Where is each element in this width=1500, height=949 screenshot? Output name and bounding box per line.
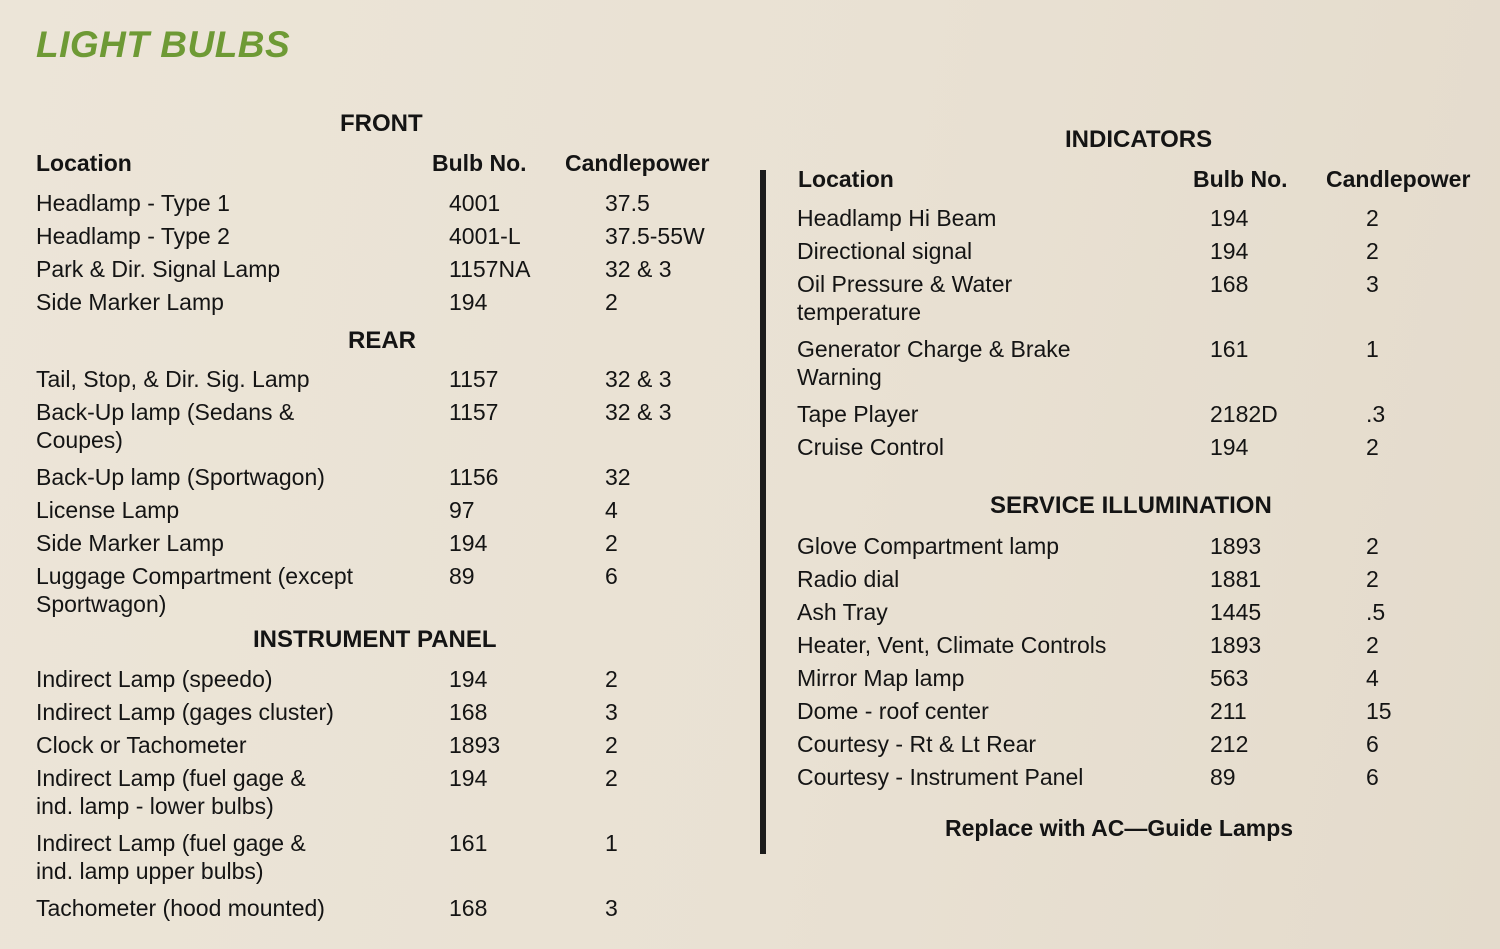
location-cell: Heater, Vent, Climate Controls: [797, 632, 1107, 658]
table-row: [797, 270, 1500, 326]
front-heading: FRONT: [340, 110, 423, 137]
bulb-number-cell: 1881: [1210, 566, 1262, 592]
table-row: [36, 398, 745, 454]
bulb-number-cell: 2182D: [1210, 401, 1278, 427]
table-row: [797, 664, 1500, 692]
table-row: [797, 237, 1500, 265]
bulb-number-cell: 194: [449, 765, 488, 791]
candlepower-cell: 3: [605, 895, 618, 921]
bulb-number-cell: 1157NA: [449, 256, 531, 282]
candlepower-cell: 2: [1366, 533, 1379, 559]
location-cell: Headlamp - Type 1: [36, 190, 230, 216]
instrument-panel-heading: INSTRUMENT PANEL: [253, 626, 497, 653]
bulb-number-cell: 97: [449, 497, 475, 523]
location-cell: Tape Player: [797, 401, 919, 427]
indicators-candlepower-header: Candlepower: [1326, 166, 1471, 192]
table-row: [797, 598, 1500, 626]
location-cell: License Lamp: [36, 497, 180, 523]
candlepower-cell: 4: [1366, 665, 1379, 691]
table-row: [36, 189, 745, 217]
table-row: [36, 222, 745, 250]
candlepower-cell: 2: [1366, 238, 1379, 264]
candlepower-cell: 32: [605, 464, 631, 490]
candlepower-cell: 2: [1366, 566, 1379, 592]
bulb-number-cell: 1893: [1210, 632, 1262, 658]
table-row: [797, 400, 1500, 428]
table-row: [36, 496, 745, 524]
candlepower-cell: 6: [1366, 764, 1379, 790]
location-cell: Indirect Lamp (gages cluster): [36, 699, 334, 725]
bulb-number-cell: 89: [449, 563, 475, 589]
bulb-number-cell: 194: [1210, 434, 1249, 460]
bulb-number-cell: 1893: [1210, 533, 1262, 559]
bulb-number-cell: 563: [1210, 665, 1249, 691]
location-cell: Ash Tray: [797, 599, 888, 625]
bulb-number-cell: 89: [1210, 764, 1236, 790]
candlepower-cell: 3: [605, 699, 618, 725]
location-cell: Directional signal: [797, 238, 973, 264]
bulb-number-cell: 194: [449, 289, 488, 315]
location-cell: Indirect Lamp (speedo): [36, 666, 273, 692]
table-row: [797, 204, 1500, 232]
table-row: [36, 764, 745, 820]
table-row: [36, 288, 745, 316]
table-row: [797, 730, 1500, 758]
candlepower-cell: 2: [1366, 205, 1379, 231]
bulb-number-cell: 168: [449, 699, 488, 725]
bulb-number-cell: 161: [1210, 336, 1249, 362]
bulb-number-cell: 161: [449, 830, 488, 856]
bulb-number-cell: 194: [1210, 238, 1249, 264]
candlepower-cell: 4: [605, 497, 618, 523]
column-divider: [760, 170, 766, 854]
page-title: LIGHT BULBS: [36, 24, 291, 65]
candlepower-cell: 3: [1366, 271, 1379, 297]
bulb-number-cell: 1893: [449, 732, 501, 758]
table-row: [797, 335, 1500, 391]
candlepower-cell: 1: [605, 830, 618, 856]
candlepower-cell: 2: [605, 289, 618, 315]
location-cell: Side Marker Lamp: [36, 289, 224, 315]
table-row: [36, 894, 745, 922]
indicators-location-header: Location: [798, 166, 894, 192]
location-cell: Back-Up lamp (Sportwagon): [36, 464, 325, 490]
location-cell: Radio dial: [797, 566, 900, 592]
replacement-note: Replace with AC—Guide Lamps: [945, 815, 1294, 841]
location-cell: Cruise Control: [797, 434, 944, 460]
table-row: [36, 698, 745, 726]
table-row: [36, 731, 745, 759]
location-cell: Courtesy - Instrument Panel: [797, 764, 1084, 790]
candlepower-cell: 2: [605, 765, 618, 791]
candlepower-cell: 32 & 3: [605, 366, 672, 392]
location-cell: Glove Compartment lamp: [797, 533, 1060, 559]
candlepower-cell: 2: [605, 666, 618, 692]
candlepower-cell: 1: [1366, 336, 1379, 362]
front-bulb-header: Bulb No.: [432, 150, 527, 176]
bulb-number-cell: 212: [1210, 731, 1249, 757]
location-cell: Park & Dir. Signal Lamp: [36, 256, 281, 282]
location-cell: Headlamp Hi Beam: [797, 205, 997, 231]
location-cell: Indirect Lamp (fuel gage & ind. lamp - lower bulbs): [36, 765, 306, 819]
service-illumination-heading: SERVICE ILLUMINATION: [990, 492, 1272, 519]
front-candlepower-header: Candlepower: [565, 150, 710, 176]
indicators-bulb-header: Bulb No.: [1193, 166, 1288, 192]
table-row: [36, 665, 745, 693]
location-cell: Mirror Map lamp: [797, 665, 965, 691]
candlepower-cell: 2: [1366, 632, 1379, 658]
table-row: [797, 433, 1500, 461]
table-row: [797, 532, 1500, 560]
bulb-number-cell: 211: [1210, 698, 1247, 724]
table-row: [36, 255, 745, 283]
bulb-number-cell: 194: [449, 530, 488, 556]
table-row: [36, 829, 745, 885]
candlepower-cell: 2: [1366, 434, 1379, 460]
table-row: [797, 697, 1500, 725]
location-cell: Oil Pressure & Water temperature: [797, 271, 1013, 325]
candlepower-cell: 6: [605, 563, 618, 589]
location-cell: Indirect Lamp (fuel gage & ind. lamp upper bulbs): [36, 830, 306, 884]
location-cell: Tail, Stop, & Dir. Sig. Lamp: [36, 366, 310, 392]
bulb-number-cell: 194: [1210, 205, 1249, 231]
bulb-number-cell: 194: [449, 666, 488, 692]
bulb-number-cell: 1156: [449, 464, 499, 490]
location-cell: Dome - roof center: [797, 698, 989, 724]
bulb-number-cell: 4001: [449, 190, 501, 216]
front-location-header: Location: [36, 150, 132, 176]
location-cell: Courtesy - Rt & Lt Rear: [797, 731, 1037, 757]
table-row: [36, 562, 745, 618]
table-row: [797, 565, 1500, 593]
candlepower-cell: 37.5: [605, 190, 650, 216]
candlepower-cell: 6: [1366, 731, 1379, 757]
location-cell: Tachometer (hood mounted): [36, 895, 325, 921]
location-cell: Headlamp - Type 2: [36, 223, 230, 249]
table-row: [36, 529, 745, 557]
candlepower-cell: 15: [1366, 698, 1392, 724]
bulb-number-cell: 4001-L: [449, 223, 521, 249]
candlepower-cell: .3: [1366, 401, 1386, 427]
indicators-heading: INDICATORS: [1065, 126, 1213, 153]
bulb-number-cell: 1157: [449, 366, 499, 392]
table-row: [36, 463, 745, 491]
table-row: [797, 631, 1500, 659]
candlepower-cell: 32 & 3: [605, 399, 672, 425]
table-row: [36, 365, 745, 393]
bulb-number-cell: 1157: [449, 399, 499, 425]
bulb-number-cell: 1445: [1210, 599, 1262, 625]
table-row: [797, 763, 1500, 791]
location-cell: Generator Charge & Brake Warning: [797, 336, 1071, 390]
candlepower-cell: .5: [1366, 599, 1386, 625]
location-cell: Back-Up lamp (Sedans & Coupes): [36, 399, 295, 453]
candlepower-cell: 2: [605, 732, 618, 758]
candlepower-cell: 2: [605, 530, 618, 556]
candlepower-cell: 37.5-55W: [605, 223, 705, 249]
rear-heading: REAR: [348, 327, 417, 354]
bulb-number-cell: 168: [449, 895, 488, 921]
location-cell: Clock or Tachometer: [36, 732, 247, 758]
candlepower-cell: 32 & 3: [605, 256, 672, 282]
location-cell: Side Marker Lamp: [36, 530, 224, 556]
bulb-number-cell: 168: [1210, 271, 1249, 297]
location-cell: Luggage Compartment (except Sportwagon): [36, 563, 354, 617]
